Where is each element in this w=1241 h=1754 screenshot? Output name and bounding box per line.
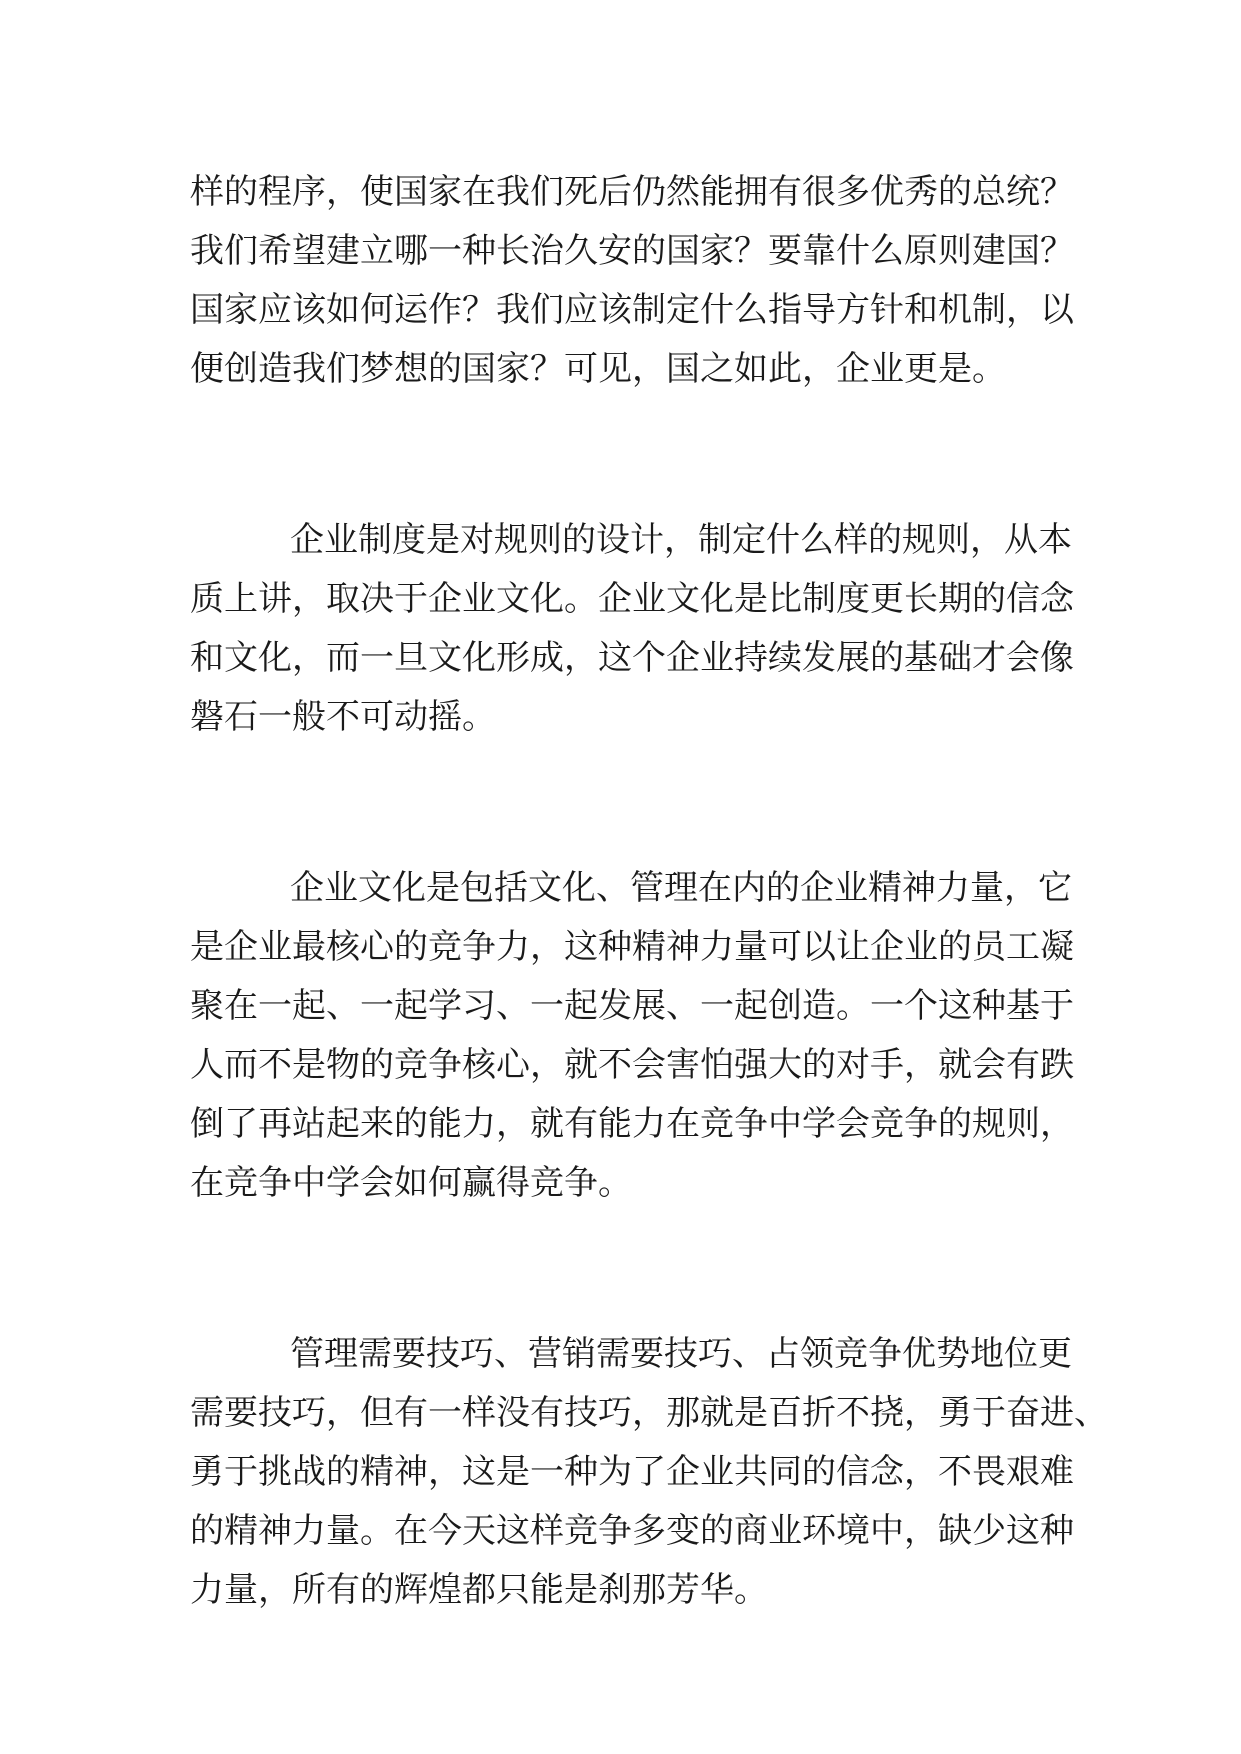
paragraph-1 [190,163,1074,399]
paragraph-line: 聚在一起、一起学习、一起发展、一起创造。一个这种基于 [190,986,1074,1026]
paragraph-line: 企业文化是包括文化、管理在内的企业精神力量，它 [290,868,1072,908]
paragraph-2 [190,511,1074,747]
paragraph-3 [190,859,1074,1213]
paragraph-line: 磐石一般不可动摇。 [190,697,496,737]
paragraph-spacer [190,1213,1050,1325]
paragraph-line: 样的程序，使国家在我们死后仍然能拥有很多优秀的总统？ [190,172,1074,212]
document-body [190,163,1108,1620]
paragraph-spacer [190,399,1050,511]
paragraph-line: 在竞争中学会如何赢得竞争。 [190,1163,632,1203]
paragraph-line: 国家应该如何运作？我们应该制定什么指导方针和机制，以 [190,290,1074,330]
paragraph-line: 是企业最核心的竞争力，这种精神力量可以让企业的员工凝 [190,927,1074,967]
paragraph-line: 勇于挑战的精神，这是一种为了企业共同的信念，不畏艰难 [190,1452,1074,1492]
paragraph-spacer [190,747,1050,859]
paragraph-line: 人而不是物的竞争核心，就不会害怕强大的对手，就会有跌 [190,1045,1074,1085]
paragraph-line: 便创造我们梦想的国家？可见，国之如此，企业更是。 [190,349,1006,389]
paragraph-line: 管理需要技巧、营销需要技巧、占领竞争优势地位更 [290,1334,1072,1374]
paragraph-4 [190,1325,1108,1620]
paragraph-line: 企业制度是对规则的设计，制定什么样的规则，从本 [290,520,1072,560]
paragraph-line: 需要技巧，但有一样没有技巧，那就是百折不挠，勇于奋进、 [190,1393,1108,1433]
paragraph-line: 质上讲，取决于企业文化。企业文化是比制度更长期的信念 [190,579,1074,619]
paragraph-line: 我们希望建立哪一种长治久安的国家？要靠什么原则建国？ [190,231,1074,271]
paragraph-line: 倒了再站起来的能力，就有能力在竞争中学会竞争的规则， [190,1104,1074,1144]
paragraph-line: 的精神力量。在今天这样竞争多变的商业环境中，缺少这种 [190,1511,1074,1551]
paragraph-line: 力量，所有的辉煌都只能是刹那芳华。 [190,1570,768,1610]
paragraph-line: 和文化，而一旦文化形成，这个企业持续发展的基础才会像 [190,638,1074,678]
